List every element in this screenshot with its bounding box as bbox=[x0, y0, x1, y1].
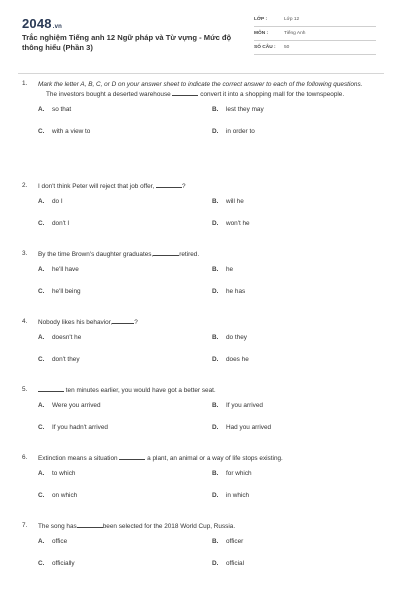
meta-label: LỚP : bbox=[254, 17, 268, 22]
question-number: 5. bbox=[22, 386, 28, 393]
option-b[interactable]: B. do they bbox=[212, 334, 247, 341]
answer-options bbox=[38, 328, 382, 372]
answer-blank bbox=[77, 522, 103, 528]
question-5 bbox=[22, 386, 382, 454]
question-text bbox=[38, 80, 382, 100]
meta-row-count bbox=[254, 42, 376, 55]
answer-blank bbox=[156, 182, 182, 188]
answer-blank bbox=[119, 454, 145, 460]
answer-blank bbox=[153, 250, 179, 256]
answer-options bbox=[38, 100, 382, 144]
option-b[interactable]: B. will he bbox=[212, 198, 244, 205]
answer-blank bbox=[38, 386, 64, 392]
option-c[interactable]: C. with a view to bbox=[38, 128, 91, 135]
meta-value: Tiếng Anh bbox=[284, 31, 306, 36]
option-d[interactable]: D. he has bbox=[212, 288, 246, 295]
header-divider bbox=[18, 73, 384, 74]
question-stem: The investors bought a deserted warehouse convert it into a shopping mall for the townspeople. bbox=[46, 91, 345, 98]
question-6 bbox=[22, 454, 382, 522]
page-title: Trắc nghiệm Tiếng anh 12 Ngữ pháp và Từ vựng - Mức độ thông hiểu (Phần 3) bbox=[22, 33, 232, 52]
option-a[interactable]: A. doesn't he bbox=[38, 334, 82, 341]
option-a[interactable]: A. he'll have bbox=[38, 266, 79, 273]
option-b[interactable]: B. officer bbox=[212, 538, 244, 545]
option-c[interactable]: C. on which bbox=[38, 492, 78, 499]
option-c[interactable]: C. he'll being bbox=[38, 288, 81, 295]
option-b[interactable]: B. for which bbox=[212, 470, 252, 477]
option-a[interactable]: A. so that bbox=[38, 106, 72, 113]
question-7 bbox=[22, 522, 382, 590]
option-a[interactable]: A. to which bbox=[38, 470, 76, 477]
option-a[interactable]: A. Were you arrived bbox=[38, 402, 101, 409]
question-number: 1. bbox=[22, 80, 28, 87]
question-number: 3. bbox=[22, 250, 28, 257]
answer-options bbox=[38, 260, 382, 304]
meta-row-subject bbox=[254, 28, 376, 41]
meta-label: MÔN : bbox=[254, 31, 269, 36]
question-1 bbox=[22, 80, 382, 158]
option-c[interactable]: C. don't they bbox=[38, 356, 80, 363]
meta-row-class bbox=[254, 14, 376, 27]
option-d[interactable]: D. Had you arrived bbox=[212, 424, 272, 431]
logo-sub: .vn bbox=[52, 24, 63, 30]
question-number: 4. bbox=[22, 318, 28, 325]
question-number: 2. bbox=[22, 182, 28, 189]
site-logo[interactable] bbox=[22, 16, 62, 31]
meta-value: 50 bbox=[284, 45, 290, 50]
question-3 bbox=[22, 250, 382, 318]
answer-blank bbox=[112, 318, 134, 324]
meta-info bbox=[254, 14, 376, 56]
question-stem: The song has been selected for the 2018 World Cup, Russia. bbox=[38, 523, 236, 530]
answer-options bbox=[38, 532, 382, 576]
question-stem: Nobody likes his behavior, ? bbox=[38, 319, 138, 326]
answer-options bbox=[38, 192, 382, 236]
document-header bbox=[0, 0, 400, 72]
option-d[interactable]: D. in which bbox=[212, 492, 250, 499]
question-number: 7. bbox=[22, 522, 28, 529]
question-instruction: Mark the letter A, B, C, or D on your answer sheet to indicate the correct answer to each of the following questions. bbox=[38, 81, 363, 88]
option-a[interactable]: A. office bbox=[38, 538, 68, 545]
question-number: 6. bbox=[22, 454, 28, 461]
logo-main: 2048 bbox=[22, 16, 52, 31]
question-stem: ten minutes earlier, you would have got a better seat. bbox=[38, 386, 382, 396]
answer-blank bbox=[172, 90, 198, 96]
option-d[interactable]: D. won't he bbox=[212, 220, 250, 227]
option-c[interactable]: C. officially bbox=[38, 560, 75, 567]
question-stem: I don't think Peter will reject that job offer, ? bbox=[38, 183, 186, 190]
meta-value: Lớp 12 bbox=[284, 17, 300, 22]
option-b[interactable]: B. If you arrived bbox=[212, 402, 263, 409]
option-d[interactable]: D. does he bbox=[212, 356, 249, 363]
option-a[interactable]: A. do I bbox=[38, 198, 63, 205]
question-list bbox=[22, 80, 382, 590]
option-d[interactable]: D. official bbox=[212, 560, 244, 567]
answer-options bbox=[38, 464, 382, 508]
option-c[interactable]: C. don't I bbox=[38, 220, 70, 227]
question-2 bbox=[22, 182, 382, 250]
answer-options bbox=[38, 396, 382, 440]
question-4 bbox=[22, 318, 382, 386]
option-c[interactable]: C. If you hadn't arrived bbox=[38, 424, 108, 431]
question-stem: By the time Brown's daughter graduates, retired. bbox=[38, 251, 200, 258]
question-stem: Extinction means a situation a plant, an animal or a way of life stops existing. bbox=[38, 455, 283, 462]
option-d[interactable]: D. in order to bbox=[212, 128, 255, 135]
meta-label: SỐ CÂU : bbox=[254, 45, 276, 50]
option-b[interactable]: B. he bbox=[212, 266, 234, 273]
option-b[interactable]: B. lest they may bbox=[212, 106, 264, 113]
